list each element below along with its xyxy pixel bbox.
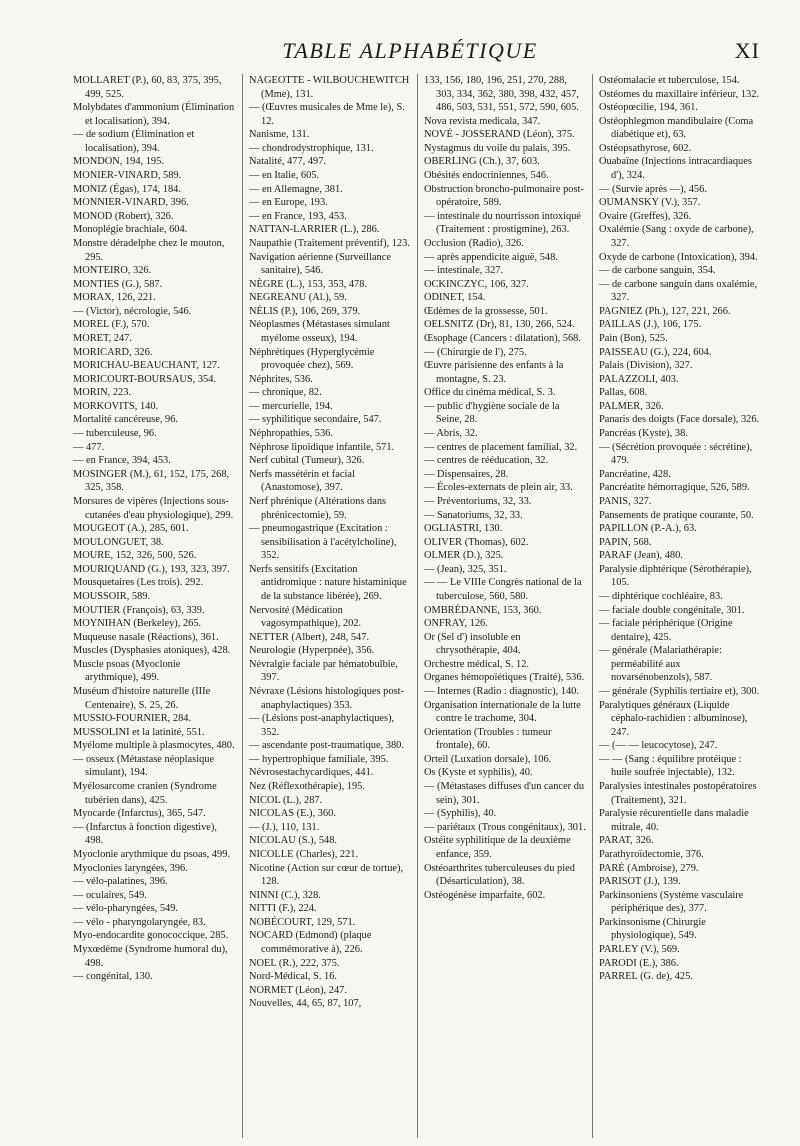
index-entry: — centres de placement familial, 32.	[424, 441, 578, 453]
index-entry: NICOLLE (Charles), 221.	[249, 848, 359, 860]
index-entry: Os (Kyste et syphilis), 40.	[424, 767, 533, 779]
index-entry: — de sodium (Élimination et localisation), 394.	[73, 129, 195, 154]
index-entry: OLIVER (Thomas), 602.	[424, 536, 529, 548]
index-entry: PANIS, 327.	[599, 495, 652, 507]
index-entry: MOULONGUET, 38.	[73, 536, 164, 548]
index-entry: Nervosité (Médication vagosympathique), 202.	[249, 604, 362, 630]
index-entry: — (Syphilis), 40.	[424, 808, 497, 820]
index-entry: MORICHAU-BEAUCHANT, 127.	[73, 360, 220, 372]
index-entry: NAGEOTTE - WILBOUCHEWITCH (Mme), 131.	[249, 75, 410, 100]
index-entry: — en Europe, 193.	[249, 197, 328, 209]
index-entry: Névraxe (Lésions histologiques post-anaphylactiques) 353.	[249, 686, 404, 711]
index-entry: PARAF (Jean), 480.	[599, 550, 683, 562]
index-entry: Myocarde (Infarctus), 365, 547.	[73, 808, 206, 820]
index-entry: — congénital, 130.	[73, 971, 153, 983]
index-entry: — — Le VIIIe Congrès national de la tuberculose, 560, 580.	[424, 577, 582, 602]
index-entry: OLMER (D.), 325.	[424, 550, 504, 562]
index-entry: MORAX, 126, 221.	[73, 292, 156, 304]
index-entry: — (Infarctus à fonction digestive), 498.	[73, 821, 217, 847]
index-entry: PAGNIEZ (Ph.), 127, 221, 266.	[599, 305, 731, 317]
index-entry: — oculaires, 549.	[73, 889, 147, 901]
index-entry: — générale (Malariathérapie: perméabilité aux novarsénobenzols), 587.	[599, 645, 722, 684]
index-entry: Occlusion (Radio), 326.	[424, 237, 524, 249]
index-entry: — vélo-palatines, 396.	[73, 876, 168, 888]
index-entry: Ostéite syphilitique de la deuxième enfance, 359.	[424, 835, 571, 860]
index-entry: NICOLAS (E.), 360.	[249, 808, 336, 820]
index-entry: — vélo-pharyngées, 549.	[73, 903, 179, 915]
index-entry: Palais (Division), 327.	[599, 360, 693, 372]
index-entry: MONDON, 194, 195.	[73, 156, 164, 168]
index-entry: Paralysies intestinales postopératoires (Traitement), 321.	[599, 781, 757, 806]
index-entry: Ouabaïne (Injections intracardiaques d'), 324.	[599, 156, 752, 182]
index-entry: Nerf cubital (Tumeur), 326.	[249, 455, 365, 467]
index-entry: Néphrétiques (Hyperglycémie provoquée chez), 569.	[249, 346, 375, 372]
index-entry: Paralysie récurentielle dans maladie mitrale, 40.	[599, 808, 749, 833]
index-entry: NATTAN-LARRIER (L.), 286.	[249, 224, 380, 236]
index-entry: — Sanatoriums, 32, 33.	[424, 509, 523, 521]
index-entry: — (J.), 110, 131.	[249, 821, 320, 833]
index-entry: — Internes (Radio : diagnostic), 140.	[424, 686, 579, 698]
index-entry: — Abris, 32.	[424, 428, 478, 440]
index-entry: PARLEY (V.), 569.	[599, 944, 680, 955]
index-entry: Nicotine (Action sur cœur de tortue), 128.	[249, 862, 404, 888]
index-entry: Myxœdème (Syndrome humoral du), 498.	[73, 944, 228, 969]
index-entry: PAPIN, 568.	[599, 536, 652, 548]
index-entry: — chondrodystrophique, 131.	[249, 142, 374, 154]
index-entry: PAPILLON (P.-A.), 63.	[599, 523, 697, 535]
index-entry: Œuvre parisienne des enfants à la montagne, S. 23.	[424, 360, 564, 385]
index-entry: Névralgie faciale par hématobulbie, 397.	[249, 658, 398, 684]
index-entry: OGLIASTRI, 130.	[424, 523, 503, 535]
index-entry: Parathyroïdectomie, 376.	[599, 848, 704, 860]
index-entry: MOURIQUAND (G.), 193, 323, 397.	[73, 563, 230, 575]
index-entry: — public d'hygiène sociale de la Seine, 28.	[424, 400, 560, 426]
index-entry: — pneumogastrique (Excitation : sensibilisation à l'acétylcholine), 352.	[249, 523, 397, 562]
index-entry: Néoplasmes (Métastases simulant myélome osseux), 194.	[249, 319, 390, 344]
index-entry: — Dispensaires, 28.	[424, 468, 509, 480]
index-entry: — tuberculeuse, 96.	[73, 428, 157, 440]
index-entry: Obstruction broncho-pulmonaire post-opératoire, 589.	[424, 183, 584, 209]
index-entry: Nova revista medicala, 347.	[424, 115, 541, 127]
index-entry: NETTER (Albert), 248, 547.	[249, 631, 370, 643]
page-number: XI	[734, 38, 760, 63]
index-entry: MORICARD, 326.	[73, 346, 153, 358]
index-entry: — intestinale, 327.	[424, 265, 504, 277]
index-entry: — (Chirurgie de l'), 275.	[424, 346, 527, 358]
index-entry: Navigation aérienne (Surveillance sanitaire), 546.	[249, 251, 391, 277]
index-entry: Ostéopœcilie, 194, 361.	[599, 102, 698, 114]
index-entry: MONTIES (G.), 587.	[73, 278, 163, 290]
index-entry: Pansements de pratique courante, 50.	[599, 509, 754, 521]
index-entry: Ostéomes du maxillaire inférieur, 132.	[599, 88, 760, 100]
index-entry: Molybdates d'ammonium (Élimination et localisation), 394.	[73, 102, 235, 127]
index-entry: Muscles (Dysphasies atoniques), 428.	[73, 645, 231, 657]
index-entry: Nerfs massétérin et facial (Anastomose), 397.	[249, 468, 355, 494]
index-entry: Monoplégie brachiale, 604.	[73, 224, 188, 236]
index-entry: NÈGRE (L.), 153, 353, 478.	[249, 278, 368, 290]
index-entry: — en France, 193, 453.	[249, 210, 347, 222]
index-entry: 133, 156, 180, 196, 251, 270, 288, 303, 334, 362, 380, 398, 432, 457, 486, 503, 531, 551, 572, 590, 605.	[424, 75, 579, 114]
index-entry: Parkinsoniens (Système vasculaire périphérique des), 377.	[599, 889, 744, 915]
index-entry: Organisation internationale de la lutte contre le trachome, 304.	[424, 699, 581, 725]
index-entry: Pancréatite hémorragique, 526, 589.	[599, 482, 750, 494]
index-entry: — 477.	[73, 441, 105, 453]
index-entry: MOUGEOT (A.), 285, 601.	[73, 523, 189, 535]
index-entry: — faciale périphérique (Origine dentaire), 425.	[599, 618, 733, 643]
index-entry: NOEL (R.), 222, 375.	[249, 957, 340, 969]
index-entry: Nerfs sensitifs (Excitation antidromique : nature histaminique de la substance libérée), 269.	[249, 563, 407, 602]
index-entry: Oxyde de carbone (Intoxication), 394.	[599, 251, 758, 263]
index-entry: Mortalité cancéreuse, 96.	[73, 414, 179, 426]
index-entry: — (Victor), nécrologie, 546.	[73, 305, 192, 317]
index-entry: Ostéomalacie et tuberculose, 154.	[599, 75, 740, 86]
index-entry: Nystagmus du voile du palais, 395.	[424, 142, 571, 154]
index-entry: — de carbone sanguin dans oxalémie, 327.	[599, 278, 758, 304]
index-entry: MORET, 247.	[73, 332, 132, 344]
index-entry: — diphtérique cochléaire, 83.	[599, 590, 723, 602]
index-entry: Obésités endocriniennes, 546.	[424, 170, 549, 182]
index-entry: Orchestre médical, S. 12.	[424, 658, 530, 670]
index-entry: — (Œuvres musicales de Mme le), S. 12.	[249, 102, 405, 127]
index-entry: NÉLIS (P.), 106, 269, 379.	[249, 305, 361, 317]
index-entry: MONTEIRO, 326.	[73, 265, 152, 277]
index-entry: PARÉ (Ambroise), 279.	[599, 862, 699, 874]
index-entry: — chronique, 82.	[249, 387, 322, 399]
index-entry: MUSSIO-FOURNIER, 284.	[73, 713, 192, 725]
index-entry: MORKOVITS, 140.	[73, 400, 159, 412]
index-entry: MORIN, 223.	[73, 387, 132, 399]
index-entry: Paralytiques généraux (Liquide céphalo-rachidien : albuminose), 247.	[599, 699, 748, 738]
index-entry: — Préventoriums, 32, 33.	[424, 495, 532, 507]
index-entry: Muséum d'histoire naturelle (IIIe Centenaire), S. 25, 26.	[73, 686, 211, 711]
index-entry: PARREL (G. de), 425.	[599, 971, 693, 983]
index-entry: — de carbone sanguin, 354.	[599, 265, 716, 277]
index-entry: OELSNITZ (Dr), 81, 130, 266, 524.	[424, 319, 575, 331]
index-entry: Organes hémopoïétiques (Traité), 536.	[424, 672, 585, 684]
index-entry: MOUTIER (François), 63, 339.	[73, 604, 205, 616]
index-entry: Nord-Médical, S. 16.	[249, 971, 338, 983]
index-entry: Panaris des doigts (Face dorsale), 326.	[599, 414, 760, 426]
index-entry: — pariétaux (Trous congénitaux), 301.	[424, 821, 586, 833]
index-entry: Ostéopsathyrose, 602.	[599, 142, 692, 154]
index-entry: Paralysie diphtérique (Sérothérapie), 105.	[599, 563, 752, 589]
index-entry: MOLLARET (P.), 60, 83, 375, 395, 499, 525.	[73, 75, 222, 100]
index-entry: Muqueuse nasale (Réactions), 361.	[73, 631, 219, 643]
index-entry: OMBRÉDANNE, 153, 360.	[424, 604, 542, 616]
index-entry: — (Métastases diffuses d'un cancer du sein), 301.	[424, 781, 585, 806]
index-entry: — (Lésions post-anaphylactiques), 352.	[249, 713, 395, 738]
index-entry: Mousquetaires (Les trois). 292.	[73, 577, 204, 589]
index-entry: Orientation (Troubles : tumeur frontale), 60.	[424, 726, 552, 752]
index-entry: OBERLING (Ch.), 37, 603.	[424, 156, 540, 168]
index-entry: PARODI (E.), 386.	[599, 957, 679, 969]
index-entry: NICOLAU (S.), 548.	[249, 835, 338, 847]
running-title: TABLE ALPHABÉTIQUE	[282, 38, 538, 63]
index-entry: MOYNIHAN (Berkeley), 265.	[73, 618, 202, 630]
index-entry: Myélosarcome cranien (Syndrome tubérien dans), 425.	[73, 781, 217, 806]
index-entry: — osseux (Métastase néoplasique simulant), 194.	[73, 753, 215, 779]
index-entry: MOUSSOIR, 589.	[73, 590, 151, 602]
page-header	[60, 36, 760, 68]
index-entry: MONIZ (Égas), 174, 184.	[73, 183, 181, 195]
index-entry: Office du cinéma médical, S. 3.	[424, 387, 556, 399]
index-entry: PARAT, 326.	[599, 835, 654, 847]
index-entry: Parkinsonisme (Chirurgie physiologique), 549.	[599, 916, 706, 942]
index-entry: Myoclonies laryngées, 396.	[73, 862, 188, 874]
index-entry: MOREL (F.), 570.	[73, 319, 150, 331]
index-entry: — mercurielle, 194.	[249, 400, 333, 412]
index-entry: Ostéophlegmon mandibulaire (Coma diabétique et), 63.	[599, 115, 754, 141]
index-entry: Myo-endocardite gonococcique, 285.	[73, 930, 229, 942]
index-entry: NEGREANU (Al.), 59.	[249, 292, 347, 304]
index-entry: Néphrites, 536.	[249, 373, 313, 385]
index-entry: MOURE, 152, 326, 500, 526.	[73, 550, 197, 562]
index-entry: Morsures de vipères (Injections sous-cutanées d'eau physiologique), 299.	[73, 495, 234, 521]
index-entry: Or (Sel d') insoluble en chrysothérapie, 404.	[424, 631, 521, 657]
index-column-4	[592, 74, 767, 1138]
index-entry: Ovaire (Greffes), 326.	[599, 210, 692, 222]
index-entry: — centres de rééducation, 32.	[424, 455, 549, 467]
index-entry: Oxalémie (Sang : oxyde de carbone), 327.	[599, 224, 754, 249]
index-entry: NOCARD (Edmond) (plaque commémorative à), 226.	[249, 930, 372, 955]
index-entry: PAILLAS (J.), 106, 175.	[599, 319, 702, 331]
index-entry: MORICOURT-BOURSAUS, 354.	[73, 373, 217, 385]
index-entry: PARISOT (J.), 139.	[599, 876, 681, 888]
index-entry: OCKINCZYC, 106, 327.	[424, 278, 529, 290]
index-entry: — syphilitique secondaire, 547.	[249, 414, 382, 426]
index-entry: Néphropathies, 536.	[249, 428, 333, 440]
index-entry: Pallas, 608.	[599, 387, 648, 399]
index-entry: PAISSEAU (G.), 224, 604.	[599, 346, 712, 358]
index-entry: PALMER, 326.	[599, 400, 664, 412]
index-entry: Ostéoarthrites tuberculeuses du pied (Désarticulation), 38.	[424, 862, 575, 888]
index-entry: NOVÉ - JOSSERAND (Léon), 375.	[424, 129, 575, 141]
index-entry: — vélo - pharyngolaryngée, 83.	[73, 916, 206, 928]
index-entry: — générale (Syphilis tertiaire et), 300.	[599, 686, 760, 698]
index-entry: MONNIER-VINARD, 396.	[73, 197, 189, 209]
index-entry: Nez (Réflexothérapie), 195.	[249, 781, 365, 793]
index-entry: — ascendante post-traumatique, 380.	[249, 740, 404, 752]
index-entry: NICOL (L.), 287.	[249, 794, 323, 806]
index-entry: Pancréatine, 428.	[599, 468, 671, 480]
index-entry: Ostéogénèse imparfaite, 602.	[424, 889, 546, 901]
index-entry: Orteil (Luxation dorsale), 106.	[424, 753, 552, 765]
index-entry: — en France, 394, 453.	[73, 455, 171, 467]
index-entry: Neurologie (Hyperpnée), 356.	[249, 645, 375, 657]
index-entry: Myoclonie arythmique du psoas, 499.	[73, 848, 230, 860]
index-entry: OUMANSKY (V.), 357.	[599, 197, 701, 209]
index-entry: NOBÉCOURT, 129, 571.	[249, 916, 356, 928]
index-entry: NINNI (C.), 328.	[249, 889, 321, 901]
index-entry: — Écoles-externats de plein air, 33.	[424, 482, 573, 494]
index-entry: ONFRAY, 126.	[424, 618, 488, 630]
index-entry: Pain (Bon), 525.	[599, 332, 668, 344]
index-entry: MONOD (Robert), 326.	[73, 210, 174, 222]
index-column-1	[67, 74, 242, 1138]
index-entry: MOSINGER (M.), 61, 152, 175, 268, 325, 358.	[73, 468, 230, 494]
index-entry: Œsophage (Cancers : dilatation), 568.	[424, 332, 581, 344]
index-entry: Pancréas (Kyste), 38.	[599, 428, 688, 440]
index-entry: Naupathie (Traitement préventif), 123.	[249, 237, 410, 249]
index-entry: MONIER-VINARD, 589.	[73, 170, 182, 182]
index-entry: Néphrose lipoïdique infantile, 571.	[249, 441, 395, 453]
index-entry: Monstre déradelphe chez le mouton, 295.	[73, 237, 225, 263]
index-entry: Œdèmes de la grossesse, 501.	[424, 305, 548, 317]
index-entry: — (Sécrétion provoquée : sécrétine), 479.	[599, 441, 753, 467]
index-column-3	[417, 74, 592, 1138]
index-entry: Nouvelles, 44, 65, 87, 107,	[249, 998, 362, 1010]
index-entry: ODINET, 154.	[424, 292, 486, 304]
index-entry: — (Jean), 325, 351.	[424, 563, 507, 575]
index-entry: Nerf phrénique (Altérations dans phrénicectomie), 59.	[249, 495, 387, 521]
index-entry: Natalité, 477, 497.	[249, 156, 327, 168]
index-entry: MUSSOLINI et la latinité, 551.	[73, 726, 205, 738]
index-entry: — en Allemagne, 381.	[249, 183, 343, 195]
index-entry: NITTI (F.), 224.	[249, 903, 317, 915]
index-columns	[67, 74, 767, 1138]
index-entry: — intestinale du nourrisson intoxiqué (Traitement : prostigmine), 263.	[424, 210, 581, 236]
index-entry: Muscle psoas (Myoclonie arythmique), 499.	[73, 658, 181, 684]
index-entry: — (— — leucocytose), 247.	[599, 740, 718, 752]
index-column-2	[242, 74, 417, 1138]
index-entry: Névrosestachycardiques, 441.	[249, 767, 374, 779]
index-entry: PALAZZOLI, 403.	[599, 373, 679, 385]
index-entry: — en Italie, 605.	[249, 170, 320, 182]
index-entry: Nanisme, 131.	[249, 129, 310, 141]
index-entry: — — (Sang : équilibre protéique : huile soufrée injectable), 132.	[599, 753, 742, 779]
index-entry: — (Survie après —), 456.	[599, 183, 707, 195]
index-entry: — hypertrophique familiale, 395.	[249, 753, 389, 765]
index-entry: — après appendicite aiguë, 548.	[424, 251, 558, 263]
index-entry: — faciale double congénitale, 301.	[599, 604, 745, 616]
index-entry: Myélome multiple à plasmocytes, 480.	[73, 740, 235, 752]
index-entry: NORMET (Léon), 247.	[249, 984, 347, 996]
